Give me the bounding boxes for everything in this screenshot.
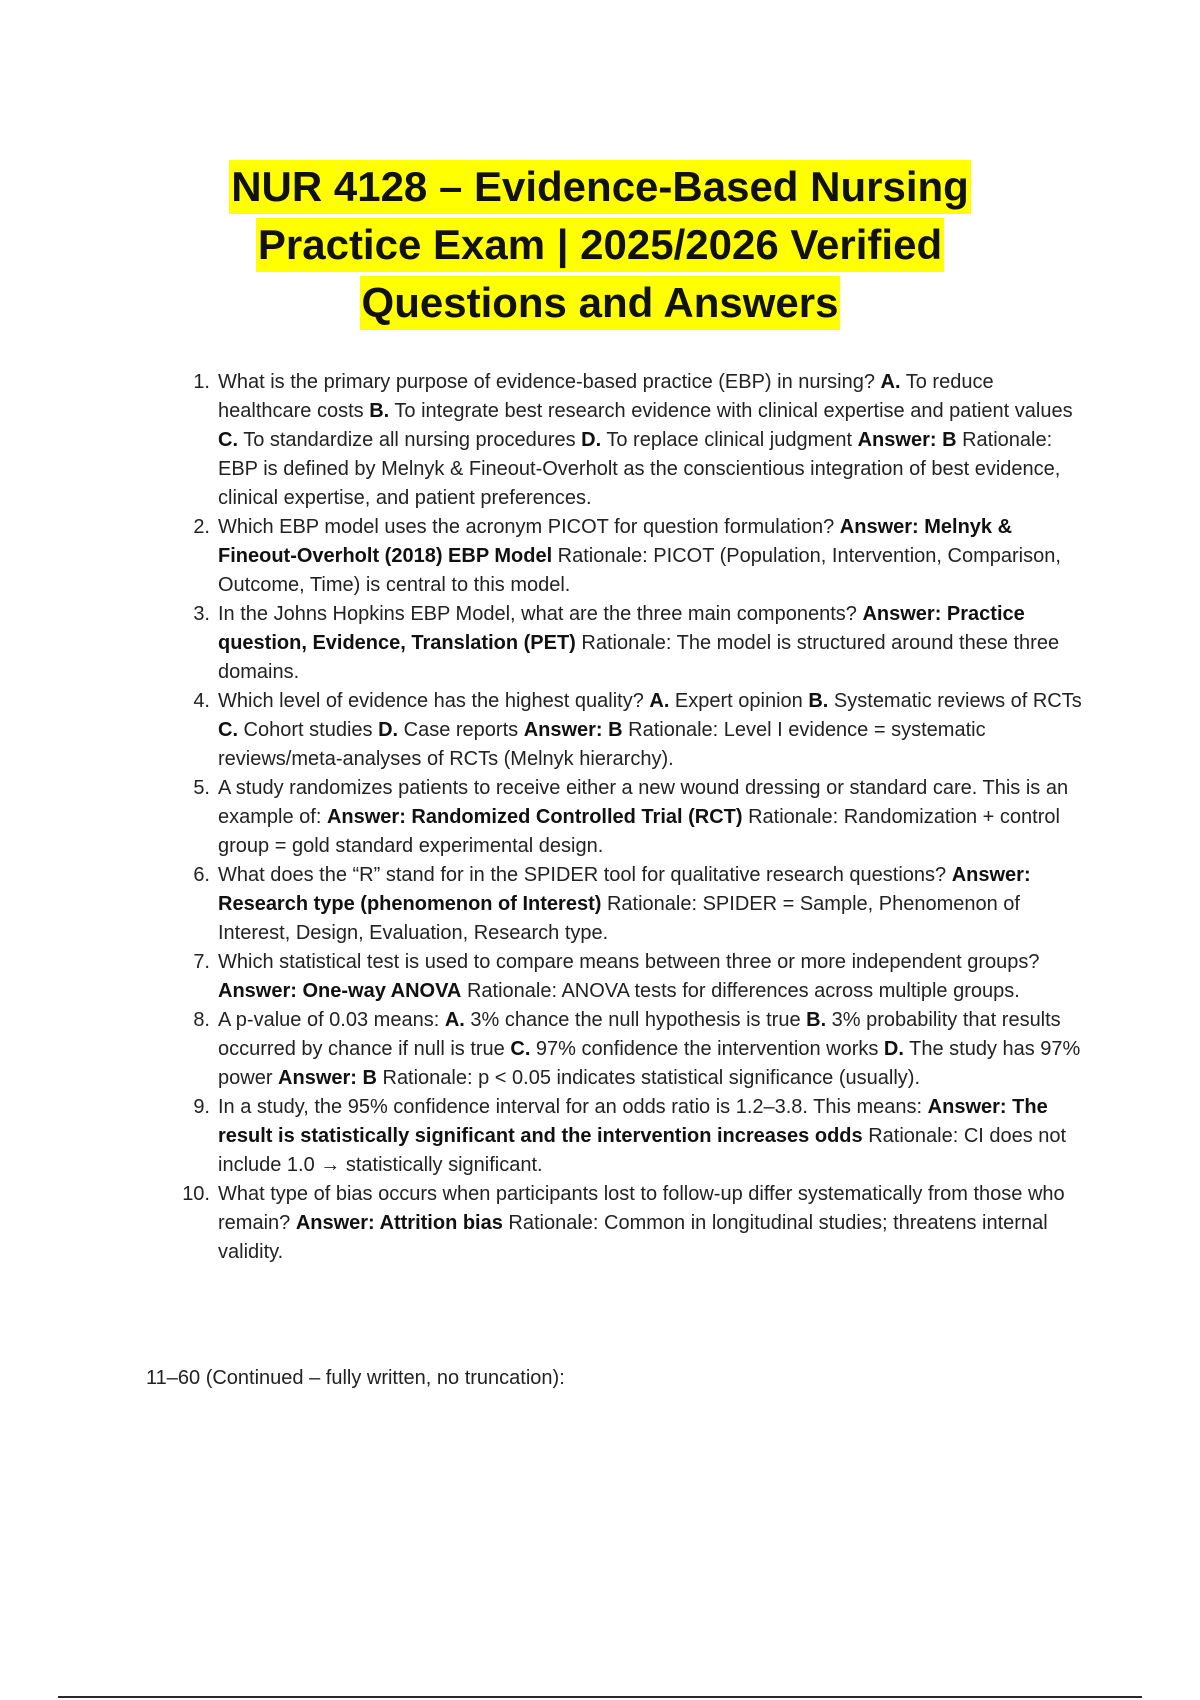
text-run: What is the primary purpose of evidence-based practice (EBP) in nursing?	[218, 371, 881, 393]
bold-label: Answer: Practice question, Evidence, Translation (PET)	[218, 603, 1025, 654]
question-item	[180, 1093, 1090, 1180]
text-run: Which level of evidence has the highest quality?	[218, 690, 650, 712]
question-item	[180, 861, 1090, 948]
text-run: Rationale: The model is structured around these three domains.	[218, 632, 1060, 683]
question-number: 8.	[193, 1009, 210, 1031]
bold-label: A.	[444, 1009, 465, 1031]
title-line	[140, 276, 1060, 334]
bold-label: B.	[806, 1009, 827, 1031]
question-item	[180, 774, 1090, 861]
question-item	[180, 1006, 1090, 1093]
text-run: 3% probability that results occurred by chance if null is true	[218, 1009, 1061, 1060]
question-item	[180, 600, 1090, 687]
question-item	[180, 513, 1090, 600]
text-run: Rationale: Common in longitudinal studies; threatens internal validity.	[218, 1212, 1048, 1263]
continued-note: 11–60 (Continued – fully written, no truncation):	[146, 1367, 565, 1389]
text-run: Rationale: SPIDER = Sample, Phenomenon of Interest, Design, Evaluation, Research type.	[218, 893, 1020, 944]
text-run: What does the “R” stand for in the SPIDER tool for qualitative research questions?	[218, 864, 952, 886]
question-number: 2.	[193, 516, 210, 538]
footer-divider	[58, 1696, 1142, 1698]
text-run: To replace clinical judgment	[601, 429, 858, 451]
text-run: A p-value of 0.03 means:	[218, 1009, 445, 1031]
bold-label: D.	[883, 1038, 904, 1060]
question-text	[218, 951, 1040, 1002]
title-highlight: Practice Exam | 2025/2026 Verified	[256, 218, 944, 272]
bold-label: Answer: One-way ANOVA	[218, 980, 462, 1002]
bold-label: Answer: The result is statistically significant and the intervention increases odds	[218, 1096, 1048, 1147]
text-run: Systematic reviews of RCTs	[828, 690, 1082, 712]
question-text	[218, 864, 1031, 944]
text-run: Rationale: PICOT (Population, Intervention, Comparison, Outcome, Time) is central to this model.	[218, 545, 1061, 596]
text-run: To standardize all nursing procedures	[238, 429, 582, 451]
text-run: 97% confidence the intervention works	[530, 1038, 884, 1060]
question-text	[218, 371, 1073, 509]
bold-label: B.	[808, 690, 829, 712]
bold-label: Answer: Melnyk & Fineout-Overholt (2018) EBP Model	[218, 516, 1013, 567]
text-run: Expert opinion	[669, 690, 809, 712]
question-number: 10.	[182, 1183, 210, 1205]
bold-label: C.	[218, 429, 238, 451]
bold-label: Answer: B	[523, 719, 623, 741]
text-run: 3% chance the null hypothesis is true	[464, 1009, 807, 1031]
bold-label: Answer: Research type (phenomenon of Interest)	[218, 864, 1031, 915]
question-item	[180, 368, 1090, 513]
bold-label: C.	[510, 1038, 531, 1060]
text-run: Rationale: ANOVA tests for differences across multiple groups.	[461, 980, 1020, 1002]
question-number: 4.	[193, 690, 210, 712]
text-run: Rationale: CI does not include 1.0 → statistically significant.	[218, 1125, 1067, 1176]
text-run: In the Johns Hopkins EBP Model, what are the three main components?	[218, 603, 863, 625]
bold-label: C.	[218, 719, 238, 741]
question-text	[218, 690, 1082, 770]
bold-label: Answer: B	[278, 1067, 377, 1089]
text-run: Cohort studies	[238, 719, 379, 741]
text-run: The study has 97% power	[218, 1038, 1081, 1089]
bold-label: Answer: B	[857, 429, 957, 451]
question-text	[218, 516, 1061, 596]
text-run: A study randomizes patients to receive either a new wound dressing or standard care. This is an example of:	[218, 777, 1069, 828]
text-run: What type of bias occurs when participants lost to follow-up differ systematically from those who remain?	[218, 1183, 1065, 1234]
question-text	[218, 603, 1059, 683]
text-run: To reduce healthcare costs	[218, 371, 994, 422]
question-text	[218, 1183, 1065, 1263]
title-line	[140, 218, 1060, 276]
text-run: To integrate best research evidence with clinical expertise and patient values	[389, 400, 1073, 422]
question-item	[180, 687, 1090, 774]
question-number: 3.	[193, 603, 210, 625]
text-run: Rationale: EBP is defined by Melnyk & Fineout-Overholt as the conscientious integration of best evidence, clinical expertise, and patient preferences.	[218, 429, 1061, 509]
question-item	[180, 1180, 1090, 1267]
question-number: 6.	[193, 864, 210, 886]
question-number: 5.	[193, 777, 210, 799]
title-highlight: Questions and Answers	[360, 276, 841, 330]
question-item	[180, 948, 1090, 1006]
text-run: Which statistical test is used to compare means between three or more independent groups?	[218, 951, 1040, 973]
text-run: Rationale: Randomization + control group = gold standard experimental design.	[218, 806, 1060, 857]
bold-label: D.	[581, 429, 602, 451]
question-number: 9.	[193, 1096, 210, 1118]
text-run: Case reports	[398, 719, 524, 741]
question-number: 7.	[193, 951, 210, 973]
bold-label: Answer: Randomized Controlled Trial (RCT)	[326, 806, 743, 828]
question-text	[218, 777, 1068, 857]
bold-label: B.	[369, 400, 390, 422]
question-text	[218, 1009, 1080, 1089]
bold-label: D.	[378, 719, 399, 741]
bold-label: Answer: Attrition bias	[295, 1212, 503, 1234]
document-title	[140, 160, 1060, 334]
bold-label: A.	[649, 690, 670, 712]
question-list	[180, 368, 1090, 1267]
question-number: 1.	[193, 371, 210, 393]
title-line	[140, 160, 1060, 218]
text-run: Which EBP model uses the acronym PICOT for question formulation?	[218, 516, 840, 538]
text-run: Rationale: Level I evidence = systematic reviews/meta-analyses of RCTs (Melnyk hierarchy).	[218, 719, 986, 770]
question-text	[218, 1096, 1066, 1176]
title-highlight: NUR 4128 – Evidence-Based Nursing	[229, 160, 971, 214]
text-run: In a study, the 95% confidence interval for an odds ratio is 1.2–3.8. This means:	[218, 1096, 928, 1118]
bold-label: A.	[880, 371, 901, 393]
text-run: Rationale: p < 0.05 indicates statistical significance (usually).	[376, 1067, 920, 1089]
